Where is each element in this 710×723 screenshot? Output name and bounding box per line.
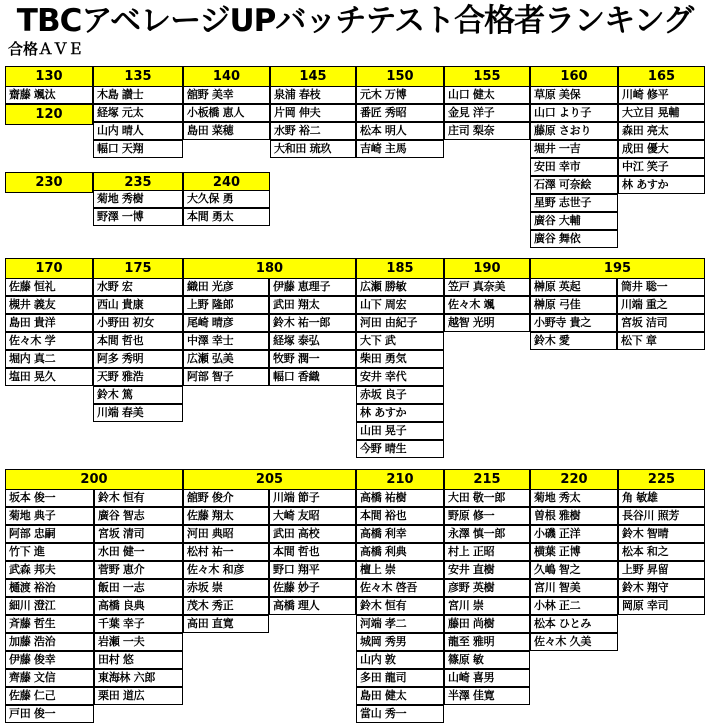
name-cell: 佐藤 翔太 — [183, 507, 269, 525]
name-cell: 山口 より子 — [530, 104, 618, 122]
name-cell: 樋渡 裕治 — [5, 579, 94, 597]
name-cell: 赤坂 崇 — [183, 579, 269, 597]
name-cell: 山内 敦 — [356, 651, 444, 669]
name-cell: 水田 健一 — [94, 543, 183, 561]
name-cell: 竹下 進 — [5, 543, 94, 561]
name-cell: 島田 貴洋 — [5, 314, 93, 332]
name-cell: 栗田 道広 — [94, 687, 183, 705]
score-header-180: 180 — [183, 258, 356, 279]
score-header-130: 130 — [5, 66, 93, 87]
name-cell: 石澤 可奈絵 — [530, 176, 618, 194]
name-cell: 幅口 天翔 — [93, 140, 183, 158]
name-cell: 檀上 崇 — [356, 561, 444, 579]
name-cell: 大和田 琉玖 — [270, 140, 356, 158]
name-cell: 鈴木 篤 — [93, 386, 183, 404]
name-cell: 戸田 俊一 — [5, 705, 94, 723]
name-cell: 成田 優大 — [618, 140, 705, 158]
name-cell: 高橋 祐樹 — [356, 489, 444, 507]
name-cell: 木島 讃士 — [93, 86, 183, 104]
name-cell: 多田 龍司 — [356, 669, 444, 687]
name-cell: 野原 修一 — [444, 507, 530, 525]
name-cell: 菊地 典子 — [5, 507, 94, 525]
score-header-220: 220 — [530, 469, 618, 490]
score-header-190: 190 — [444, 258, 530, 279]
name-cell: 安井 直樹 — [444, 561, 530, 579]
name-cell: 高橋 理人 — [269, 597, 356, 615]
name-cell: 番匠 秀昭 — [356, 104, 444, 122]
name-cell: 鈴木 祐一郎 — [269, 314, 356, 332]
name-cell: 鈴木 愛 — [530, 332, 617, 350]
name-cell: 東海林 六郎 — [94, 669, 183, 687]
score-header-235: 235 — [93, 172, 183, 193]
score-header-135: 135 — [93, 66, 183, 87]
name-cell: 佐藤 妙子 — [269, 579, 356, 597]
name-cell: 榊原 英起 — [530, 278, 617, 296]
name-cell: 半澤 佳寛 — [444, 687, 530, 705]
name-cell: 高橋 利幸 — [356, 525, 444, 543]
name-cell: 上野 隆郎 — [183, 296, 269, 314]
name-cell: 堀内 真二 — [5, 350, 93, 368]
name-cell: 野澤 一博 — [93, 208, 183, 226]
name-cell: 菊地 秀樹 — [93, 190, 183, 208]
name-cell: 宮坂 洁司 — [617, 314, 705, 332]
name-cell: 松本 明人 — [356, 122, 444, 140]
name-cell: 鈴木 恒有 — [94, 489, 183, 507]
name-cell: 小野田 初女 — [93, 314, 183, 332]
name-cell: 高田 直寛 — [183, 615, 269, 633]
name-cell: 岡原 幸司 — [618, 597, 705, 615]
name-cell: 広瀬 勝敏 — [356, 278, 444, 296]
name-cell: 曽根 雅樹 — [530, 507, 618, 525]
name-cell: 長谷川 照芳 — [618, 507, 705, 525]
name-cell: 伊藤 恵理子 — [269, 278, 356, 296]
name-cell: 幅口 香織 — [269, 368, 356, 386]
name-cell: 伊藤 俊幸 — [5, 651, 94, 669]
name-cell: 武森 邦夫 — [5, 561, 94, 579]
name-cell: 阿多 秀明 — [93, 350, 183, 368]
name-cell: 大久保 勇 — [183, 190, 270, 208]
name-cell: 吉崎 主馬 — [356, 140, 444, 158]
score-header-195: 195 — [530, 258, 705, 279]
name-cell: 宮坂 清司 — [94, 525, 183, 543]
name-cell: 鈴木 恒有 — [356, 597, 444, 615]
score-header-215: 215 — [444, 469, 530, 490]
name-cell: 山崎 喜男 — [444, 669, 530, 687]
name-cell: 高橋 利典 — [356, 543, 444, 561]
name-cell: 小野寺 貴之 — [530, 314, 617, 332]
name-cell: 鈴木 智晴 — [618, 525, 705, 543]
name-cell: 龍至 雅明 — [444, 633, 530, 651]
name-cell: 経塚 元太 — [93, 104, 183, 122]
name-cell: 山口 健太 — [444, 86, 530, 104]
name-cell: 佐々木 久美 — [530, 633, 618, 651]
score-header-160: 160 — [530, 66, 618, 87]
name-cell: 西山 貴康 — [93, 296, 183, 314]
name-cell: 高橋 良典 — [94, 597, 183, 615]
name-cell: 松本 和之 — [618, 543, 705, 561]
score-header-120: 120 — [5, 104, 93, 125]
name-cell: 佐々木 学 — [5, 332, 93, 350]
name-cell: 本間 勇太 — [183, 208, 270, 226]
name-cell: 笠戸 真奈美 — [444, 278, 530, 296]
name-cell: 川端 節子 — [269, 489, 356, 507]
name-cell: 横葉 正博 — [530, 543, 618, 561]
name-cell: 鈴木 翔守 — [618, 579, 705, 597]
name-cell: 柴田 勇気 — [356, 350, 444, 368]
name-cell: 松下 章 — [617, 332, 705, 350]
name-cell: 廣谷 舞依 — [530, 230, 618, 248]
name-cell: 大田 敬一郎 — [444, 489, 530, 507]
name-cell: 広瀬 弘美 — [183, 350, 269, 368]
score-header-165: 165 — [618, 66, 705, 87]
name-cell: 藤原 さおり — [530, 122, 618, 140]
name-cell: 阿部 智子 — [183, 368, 269, 386]
name-cell: 山内 晴人 — [93, 122, 183, 140]
name-cell: 島田 健太 — [356, 687, 444, 705]
name-cell: 篠原 敏 — [444, 651, 530, 669]
name-cell: 茂木 秀正 — [183, 597, 269, 615]
name-cell: 元木 万博 — [356, 86, 444, 104]
name-cell: 加藤 浩治 — [5, 633, 94, 651]
name-cell: 廣谷 智志 — [94, 507, 183, 525]
name-cell: 庄司 梨奈 — [444, 122, 530, 140]
name-cell: 織田 光彦 — [183, 278, 269, 296]
name-cell: 尾崎 晴彦 — [183, 314, 269, 332]
name-cell: 片岡 伸夫 — [270, 104, 356, 122]
name-cell: 小板橋 恵人 — [183, 104, 270, 122]
name-cell: 野口 翔平 — [269, 561, 356, 579]
name-cell: 佐々木 和彦 — [183, 561, 269, 579]
name-cell: 安田 幸市 — [530, 158, 618, 176]
name-cell: 中江 笑子 — [618, 158, 705, 176]
name-cell: 佐々木 颯 — [444, 296, 530, 314]
name-cell: 堀井 一吉 — [530, 140, 618, 158]
name-cell: 星野 志世子 — [530, 194, 618, 212]
name-cell: 川崎 修平 — [618, 86, 705, 104]
name-cell: 榊原 弓佳 — [530, 296, 617, 314]
name-cell: 大立目 晃輔 — [618, 104, 705, 122]
score-header-170: 170 — [5, 258, 93, 279]
name-cell: 塩田 晃久 — [5, 368, 93, 386]
name-cell: 金見 洋子 — [444, 104, 530, 122]
name-cell: 天野 雅浩 — [93, 368, 183, 386]
page-subtitle: 合格ＡＶＥ — [8, 40, 84, 58]
name-cell: 阿部 忠嗣 — [5, 525, 94, 543]
name-cell: 宮川 崇 — [444, 597, 530, 615]
name-cell: 小林 正二 — [530, 597, 618, 615]
name-cell: 齋藤 颯汰 — [5, 86, 93, 104]
name-cell: 當山 秀一 — [356, 705, 444, 723]
name-cell: 安井 幸代 — [356, 368, 444, 386]
name-cell: 林 あすか — [618, 176, 705, 194]
name-cell: 大下 武 — [356, 332, 444, 350]
name-cell: 本間 哲也 — [93, 332, 183, 350]
name-cell: 川端 重之 — [617, 296, 705, 314]
name-cell: 本間 裕也 — [356, 507, 444, 525]
score-header-205: 205 — [183, 469, 356, 490]
page-title: TBCアベレージUPバッチテスト合格者ランキング — [16, 3, 694, 39]
score-header-155: 155 — [444, 66, 530, 87]
score-header-175: 175 — [93, 258, 183, 279]
name-cell: 水野 裕二 — [270, 122, 356, 140]
name-cell: 彦野 英樹 — [444, 579, 530, 597]
name-cell: 牧野 潤一 — [269, 350, 356, 368]
name-cell: 飯田 一志 — [94, 579, 183, 597]
name-cell: 武田 翔太 — [269, 296, 356, 314]
name-cell: 松村 祐一 — [183, 543, 269, 561]
name-cell: 越智 光明 — [444, 314, 530, 332]
name-cell: 佐藤 恒礼 — [5, 278, 93, 296]
name-cell: 林 あすか — [356, 404, 444, 422]
name-cell: 舘野 美幸 — [183, 86, 270, 104]
name-cell: 今野 晴生 — [356, 440, 444, 458]
name-cell: 齊藤 文信 — [5, 669, 94, 687]
score-header-145: 145 — [270, 66, 356, 87]
name-cell: 中澤 幸士 — [183, 332, 269, 350]
name-cell: 森田 亮太 — [618, 122, 705, 140]
name-cell: 村上 正昭 — [444, 543, 530, 561]
name-cell: 城岡 秀男 — [356, 633, 444, 651]
name-cell: 大崎 友昭 — [269, 507, 356, 525]
score-header-225: 225 — [618, 469, 705, 490]
name-cell: 菊地 秀太 — [530, 489, 618, 507]
name-cell: 藤田 尚樹 — [444, 615, 530, 633]
name-cell: 川端 春美 — [93, 404, 183, 422]
score-header-230: 230 — [5, 172, 93, 193]
name-cell: 草原 美保 — [530, 86, 618, 104]
name-cell: 河端 孝二 — [356, 615, 444, 633]
score-header-185: 185 — [356, 258, 444, 279]
name-cell: 河田 典昭 — [183, 525, 269, 543]
score-header-150: 150 — [356, 66, 444, 87]
name-cell: 廣谷 大輔 — [530, 212, 618, 230]
name-cell: 小磯 正洋 — [530, 525, 618, 543]
name-cell: 菅野 恵介 — [94, 561, 183, 579]
name-cell: 田村 悠 — [94, 651, 183, 669]
score-header-200: 200 — [5, 469, 183, 490]
name-cell: 宮川 智美 — [530, 579, 618, 597]
name-cell: 佐藤 仁己 — [5, 687, 94, 705]
name-cell: 千葉 幸子 — [94, 615, 183, 633]
name-cell: 坂本 俊一 — [5, 489, 94, 507]
name-cell: 細川 澄江 — [5, 597, 94, 615]
name-cell: 水野 宏 — [93, 278, 183, 296]
name-cell: 永澤 慎一郎 — [444, 525, 530, 543]
score-header-240: 240 — [183, 172, 270, 193]
name-cell: 本間 哲也 — [269, 543, 356, 561]
name-cell: 舘野 俊介 — [183, 489, 269, 507]
name-cell: 槻井 義友 — [5, 296, 93, 314]
name-cell: 筒井 聡一 — [617, 278, 705, 296]
score-header-210: 210 — [356, 469, 444, 490]
name-cell: 島田 菜穂 — [183, 122, 270, 140]
name-cell: 上野 昇留 — [618, 561, 705, 579]
name-cell: 経塚 泰弘 — [269, 332, 356, 350]
name-cell: 佐々木 啓吾 — [356, 579, 444, 597]
name-cell: 河田 由紀子 — [356, 314, 444, 332]
name-cell: 松本 ひとみ — [530, 615, 618, 633]
name-cell: 岩瀬 一夫 — [94, 633, 183, 651]
name-cell: 角 敏雄 — [618, 489, 705, 507]
name-cell: 武田 高校 — [269, 525, 356, 543]
name-cell: 斉藤 哲生 — [5, 615, 94, 633]
name-cell: 赤坂 良子 — [356, 386, 444, 404]
name-cell: 山下 周宏 — [356, 296, 444, 314]
name-cell: 山田 晃子 — [356, 422, 444, 440]
name-cell: 久嶋 智之 — [530, 561, 618, 579]
name-cell: 泉浦 春枝 — [270, 86, 356, 104]
score-header-140: 140 — [183, 66, 270, 87]
